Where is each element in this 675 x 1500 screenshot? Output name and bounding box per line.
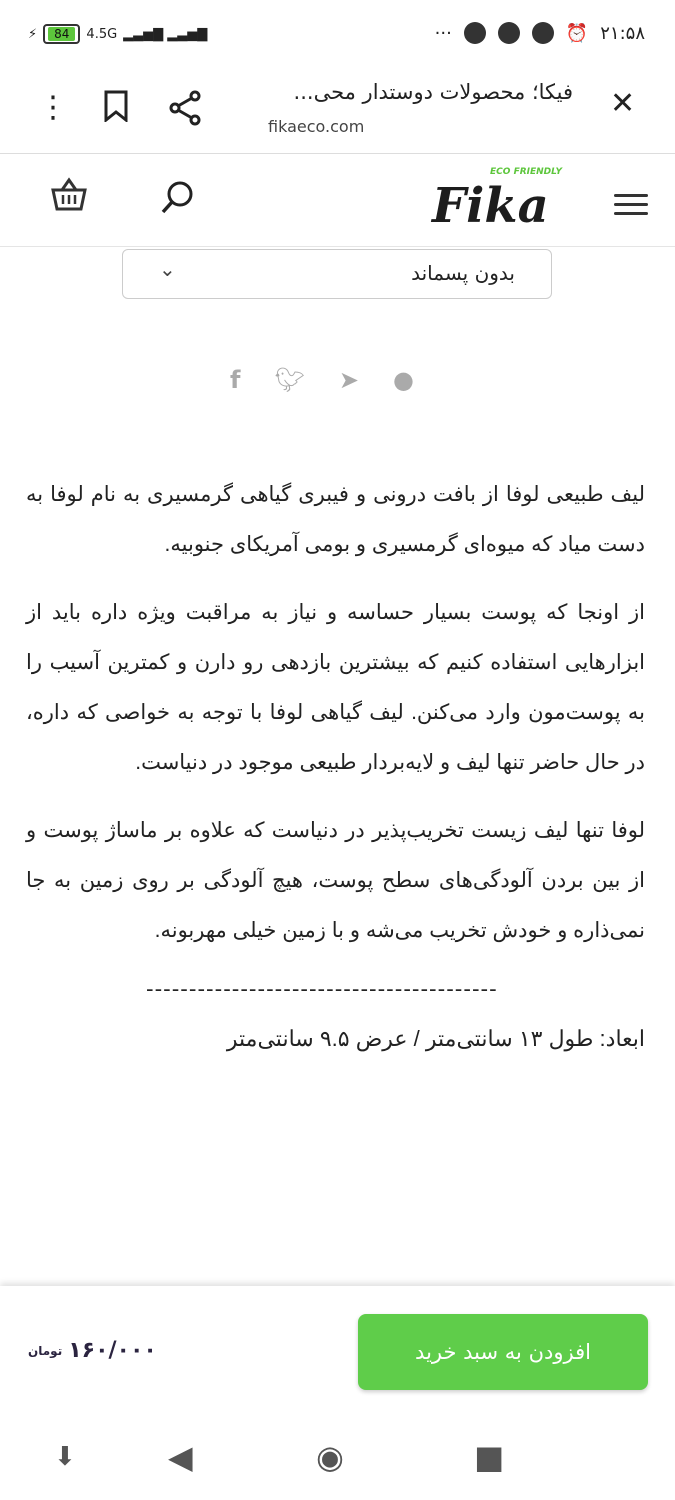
system-nav-bar <box>0 1420 675 1500</box>
menu-icon[interactable] <box>614 188 648 221</box>
dimensions-line: ابعاد: طول ۱۳ سانتی‌متر / عرض ۹.۵ سانتی‌متر <box>226 1026 645 1051</box>
browser-toolbar <box>0 70 675 154</box>
description-paragraph: از اونجا که پوست بسیار حساسه و نیاز به مراقبت ویژه داره باید از ابزارهایی استفاده کنیم که بیشترین بازدهی رو دارن و کمترین آسیب را به پوست‌مون وارد می‌کنن. لیف گیاهی لوفا با توجه به خواصی که داره، در حال حاضر تنها لیف و لایه‌بردار طبیعی موجود در دنیاست. <box>26 601 645 774</box>
price-value: ۱۶۰/۰۰۰ <box>68 1338 157 1363</box>
product-description <box>26 470 645 956</box>
share-icon[interactable] <box>168 90 202 134</box>
chevron-down-icon: ⌄ <box>159 257 176 281</box>
site-header <box>0 155 675 247</box>
home-icon[interactable]: ◉ <box>316 1438 344 1476</box>
back-icon[interactable]: ◀ <box>168 1438 193 1476</box>
assistant-icon[interactable]: ⬇ <box>54 1442 76 1472</box>
bookmark-icon[interactable] <box>102 90 130 130</box>
browser-app-icon <box>532 22 554 44</box>
description-area <box>26 470 645 1054</box>
network-label: 4.5G <box>86 26 118 42</box>
twitter-icon[interactable]: 🐦︎ <box>274 366 305 394</box>
site-logo[interactable]: ECO FRIENDLY Fika <box>432 167 562 234</box>
whatsapp-icon[interactable]: ● <box>393 366 414 394</box>
recents-icon[interactable]: ■ <box>474 1438 505 1476</box>
signal-icon: ▂▃▅▇ ▂▃▅▇ <box>123 26 208 42</box>
description-paragraph: لیف طبیعی لوفا از بافت درونی و فیبری گیاهی گرمسیری به نام لوفا به دست میاد که میوه‌ای گرمسیری و بومی آمریکای جنوبیه. <box>26 483 645 556</box>
more-notifications-icon: ··· <box>434 22 452 44</box>
charging-icon: ⚡ <box>28 26 38 42</box>
alarm-icon: ⏰ <box>565 22 589 44</box>
more-options-icon[interactable]: ⋮ <box>38 90 68 125</box>
add-to-cart-button[interactable]: افزودن به سبد خرید <box>358 1314 648 1390</box>
search-icon[interactable] <box>160 179 196 219</box>
page-url: fikaeco.com <box>268 117 365 136</box>
cart-icon[interactable] <box>50 177 88 217</box>
telegram-icon[interactable]: ➤ <box>338 366 360 394</box>
purchase-bar <box>0 1286 675 1420</box>
currency: تومان <box>28 1343 63 1358</box>
status-bar <box>0 0 675 70</box>
facebook-icon[interactable]: f <box>230 366 241 394</box>
divider: ----------------------------------------- <box>146 977 498 1001</box>
battery-icon: 84 <box>43 24 80 44</box>
chat-icon <box>464 22 486 44</box>
variant-select[interactable]: بدون پسماند ⌄ <box>122 249 552 299</box>
app-icon <box>498 22 520 44</box>
page-title: فیکا؛ محصولات دوستدار محی... <box>293 80 573 104</box>
clock: ۲۱:۵۸ <box>600 22 645 44</box>
price <box>28 1338 157 1363</box>
share-links <box>230 366 414 394</box>
description-paragraph: لوفا تنها لیف زیست تخریب‌پذیر در دنیاست که علاوه بر ماساژ پوست و از بین بردن آلودگی‌های سطح پوست، هیچ آلودگی بر روی زمین به جا نمی‌ذاره و خودش تخریب می‌شه و با زمین خیلی مهربونه. <box>26 819 645 942</box>
close-icon[interactable]: ✕ <box>610 86 636 121</box>
